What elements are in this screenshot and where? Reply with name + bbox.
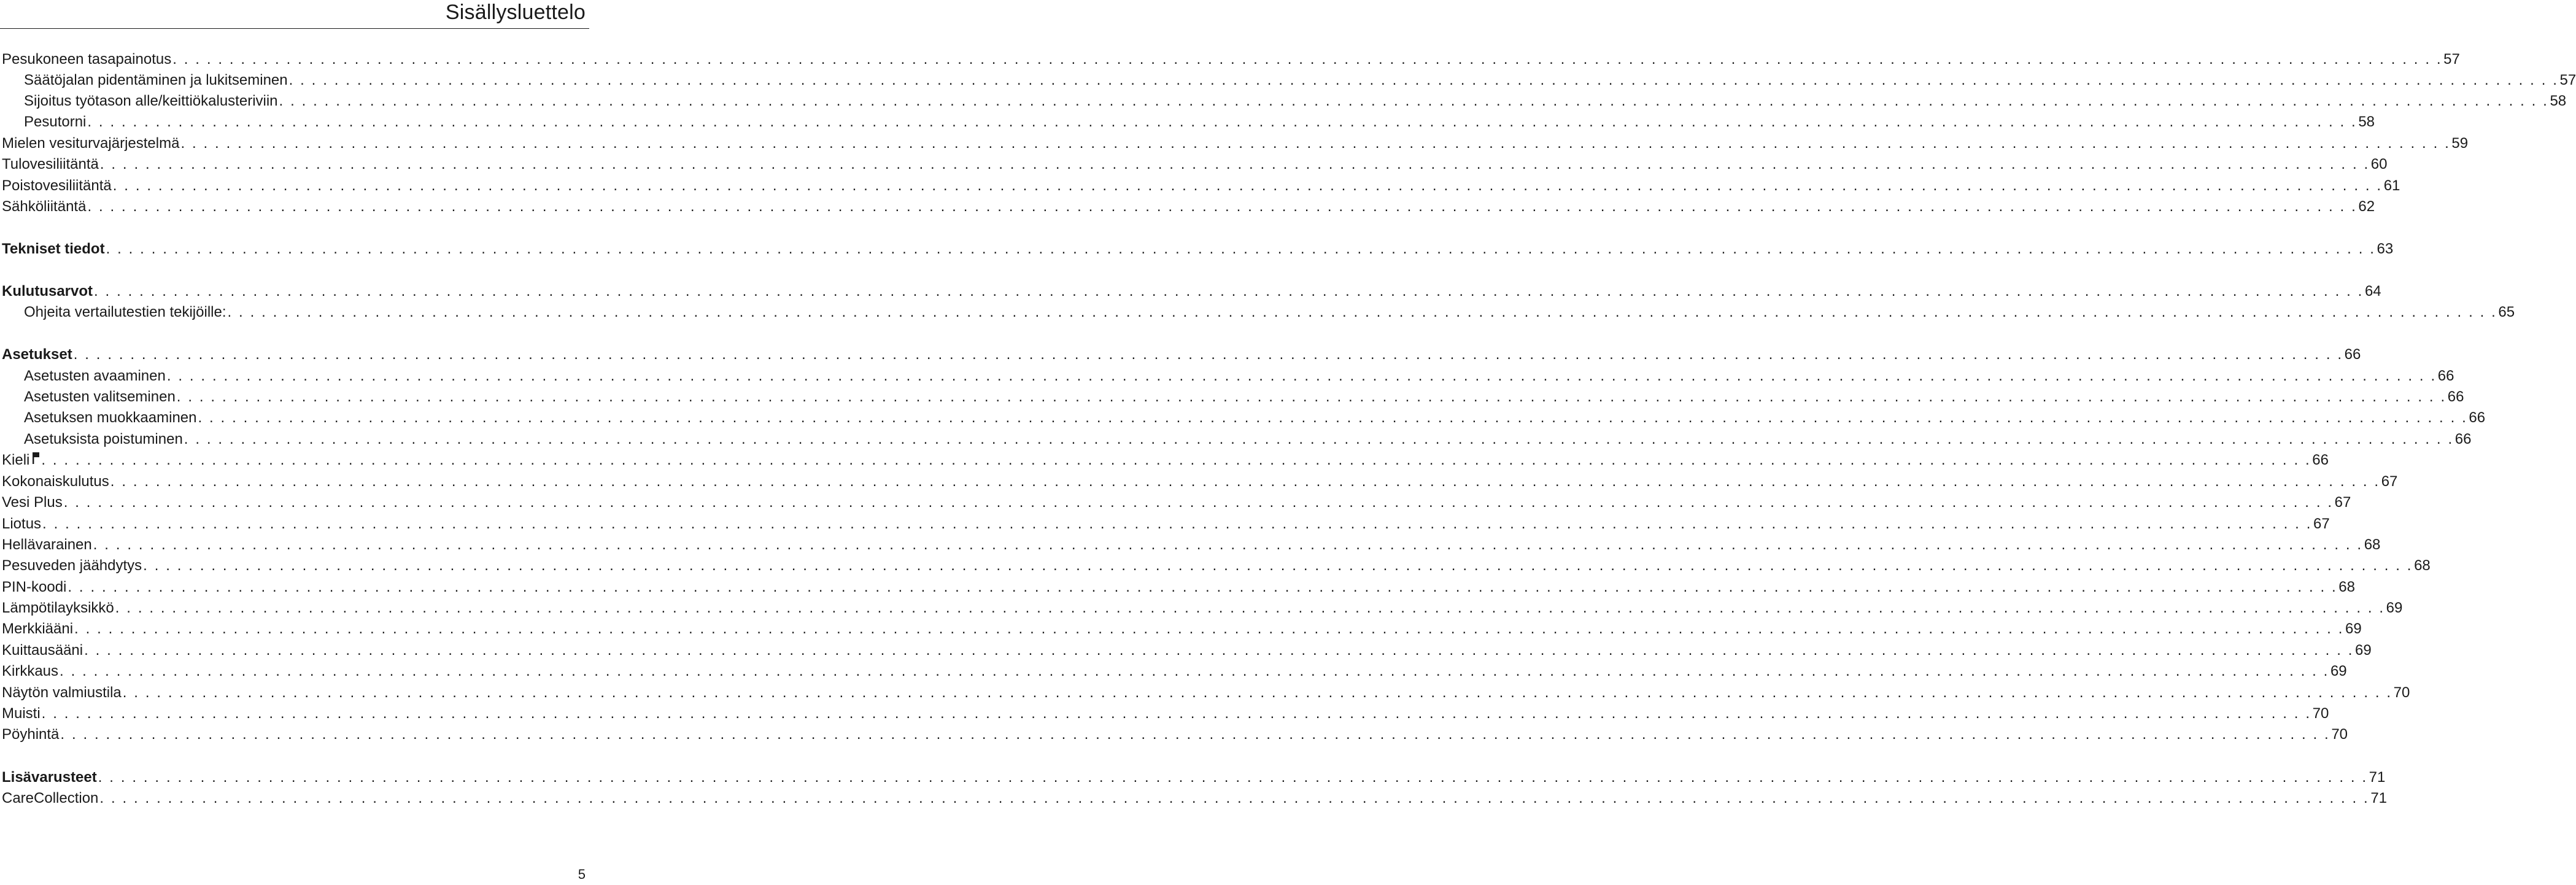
toc-entry[interactable] [24, 91, 2567, 112]
toc-entry-label: Asetusten valitseminen [24, 388, 176, 405]
toc-entry-page: 65 [2498, 304, 2515, 320]
toc-leader-dots: . . . . . . . . . . . . . . . . . . . . . . . . . . . . . . . . . . . . . . . . . . . . . . . . . . . . . . . . . . . . . . . . . . . . . . . . . . . . . . . . . . . . . . . . . . . . . . . . . . . . . . . . . . . . . . . . . . . . . . . . . . . . . . . . . . . . . . . . . . . . . . . . . . . . . . . . . . . . . . . . . . . . . . . . . . . . . . . . . . . . . . . . . . . . . . . . . . . . . . . . [93, 536, 2363, 553]
toc-entry-label: Vesi Plus [2, 494, 63, 511]
toc-leader-dots: . . . . . . . . . . . . . . . . . . . . . . . . . . . . . . . . . . . . . . . . . . . . . . . . . . . . . . . . . . . . . . . . . . . . . . . . . . . . . . . . . . . . . . . . . . . . . . . . . . . . . . . . . . . . . . . . . . . . . . . . . . . . . . . . . . . . . . . . . . . . . . . . . . . . . . . . . . . . . . . . . . . . . . . . . . . . . . . . . . . . . . . . . . . . . . . . . . . . . . . . [172, 51, 2443, 68]
toc-entry-label: Asetuksista poistuminen [24, 431, 183, 447]
toc-entry-label: CareCollection [2, 790, 99, 806]
toc-leader-dots: . . . . . . . . . . . . . . . . . . . . . . . . . . . . . . . . . . . . . . . . . . . . . . . . . . . . . . . . . . . . . . . . . . . . . . . . . . . . . . . . . . . . . . . . . . . . . . . . . . . . . . . . . . . . . . . . . . . . . . . . . . . . . . . . . . . . . . . . . . . . . . . . . . . . . . . . . . . . . . . . . . . . . . . . . . . . . . . . . . . . . . . . . . . . . . . . . . . . . . . . [74, 620, 2344, 637]
toc-entry[interactable] [2, 471, 2398, 492]
toc-entry-page: 71 [2370, 790, 2388, 806]
toc-entry[interactable] [24, 408, 2486, 428]
toc-entry-label: Kokonaiskulutus [2, 473, 109, 490]
toc-entry-page: 64 [2364, 283, 2381, 300]
toc-entry[interactable] [2, 450, 2329, 471]
toc-leader-dots: . . . . . . . . . . . . . . . . . . . . . . . . . . . . . . . . . . . . . . . . . . . . . . . . . . . . . . . . . . . . . . . . . . . . . . . . . . . . . . . . . . . . . . . . . . . . . . . . . . . . . . . . . . . . . . . . . . . . . . . . . . . . . . . . . . . . . . . . . . . . . . . . . . . . . . . . . . . . . . . . . . . . . . . . . . . . . . . . . . . . . . . . . . . . . . . . . . . . . . . . [42, 516, 2312, 532]
toc-leader-dots: . . . . . . . . . . . . . . . . . . . . . . . . . . . . . . . . . . . . . . . . . . . . . . . . . . . . . . . . . . . . . . . . . . . . . . . . . . . . . . . . . . . . . . . . . . . . . . . . . . . . . . . . . . . . . . . . . . . . . . . . . . . . . . . . . . . . . . . . . . . . . . . . . . . . . . . . . . . . . . . . . . . . . . . . . . . . . . . . . . . . . . . . . . . . . . . . . . . . . . . . [63, 494, 2334, 511]
toc-entry-label: Säätöjalan pidentäminen ja lukitseminen [24, 72, 288, 88]
toc-leader-dots: . . . . . . . . . . . . . . . . . . . . . . . . . . . . . . . . . . . . . . . . . . . . . . . . . . . . . . . . . . . . . . . . . . . . . . . . . . . . . . . . . . . . . . . . . . . . . . . . . . . . . . . . . . . . . . . . . . . . . . . . . . . . . . . . . . . . . . . . . . . . . . . . . . . . . . . . . . . . . . . . . . . . . . . . . . . . . . . . . . . . . . . . . . . . . . . . . . . . . . . . [68, 579, 2338, 595]
toc-entry-page: 70 [2393, 684, 2410, 701]
toc-entry[interactable] [2, 598, 2403, 619]
toc-leader-dots: . . . . . . . . . . . . . . . . . . . . . . . . . . . . . . . . . . . . . . . . . . . . . . . . . . . . . . . . . . . . . . . . . . . . . . . . . . . . . . . . . . . . . . . . . . . . . . . . . . . . . . . . . . . . . . . . . . . . . . . . . . . . . . . . . . . . . . . . . . . . . . . . . . . . . . . . . . . . . . . . . . . . . . . . . . . . . . . . . . . . . . . . . . . . . . . . . . . . . . . . [176, 388, 2446, 405]
toc-leader-dots: . . . . . . . . . . . . . . . . . . . . . . . . . . . . . . . . . . . . . . . . . . . . . . . . . . . . . . . . . . . . . . . . . . . . . . . . . . . . . . . . . . . . . . . . . . . . . . . . . . . . . . . . . . . . . . . . . . . . . . . . . . . . . . . . . . . . . . . . . . . . . . . . . . . . . . . . . . . . . . . . . . . . . . . . . . . . . . . . . . . . . . . . . . . . . . . . . . . . . . . . [98, 769, 2368, 786]
toc-entry-label: Asetusten avaaminen [24, 368, 166, 384]
toc-entry[interactable] [2, 661, 2347, 682]
toc-entry[interactable] [24, 387, 2464, 408]
toc-leader-dots: . . . . . . . . . . . . . . . . . . . . . . . . . . . . . . . . . . . . . . . . . . . . . . . . . . . . . . . . . . . . . . . . . . . . . . . . . . . . . . . . . . . . . . . . . . . . . . . . . . . . . . . . . . . . . . . . . . . . . . . . . . . . . . . . . . . . . . . . . . . . . . . . . . . . . . . . . . . . . . . . . . . . . . . . . . . . . . . . . . . . . . . . . . . . . . . . . . . . . . . . [184, 431, 2454, 447]
toc-leader-dots: . . . . . . . . . . . . . . . . . . . . . . . . . . . . . . . . . . . . . . . . . . . . . . . . . . . . . . . . . . . . . . . . . . . . . . . . . . . . . . . . . . . . . . . . . . . . . . . . . . . . . . . . . . . . . . . . . . . . . . . . . . . . . . . . . . . . . . . . . . . . . . . . . . . . . . . . . . . . . . . . . . . . . . . . . . . . . . . . . . . . . . . . . . . . . . . . . . . . . . . . [166, 368, 2437, 384]
toc-leader-dots: . . . . . . . . . . . . . . . . . . . . . . . . . . . . . . . . . . . . . . . . . . . . . . . . . . . . . . . . . . . . . . . . . . . . . . . . . . . . . . . . . . . . . . . . . . . . . . . . . . . . . . . . . . . . . . . . . . . . . . . . . . . . . . . . . . . . . . . . . . . . . . . . . . . . . . . . . . . . . . . . . . . . . . . . . . . . . . . . . . . . . . . . . . . . . . . . . . . . . . . . [227, 304, 2497, 320]
toc-entry-page: 69 [2345, 620, 2362, 637]
toc-entry-label: Kulutusarvot [2, 283, 93, 300]
toc-entry-label: Pesuveden jäähdytys [2, 557, 142, 574]
toc-entry-page: 70 [2331, 726, 2348, 743]
toc-entry[interactable] [2, 703, 2329, 724]
toc-entry-label: Asetukset [2, 346, 72, 363]
toc-entry-label: Kuittausääni [2, 642, 83, 659]
toc-entry-label: Liotus [2, 516, 42, 532]
toc-leader-dots: . . . . . . . . . . . . . . . . . . . . . . . . . . . . . . . . . . . . . . . . . . . . . . . . . . . . . . . . . . . . . . . . . . . . . . . . . . . . . . . . . . . . . . . . . . . . . . . . . . . . . . . . . . . . . . . . . . . . . . . . . . . . . . . . . . . . . . . . . . . . . . . . . . . . . . . . . . . . . . . . . . . . . . . . . . . . . . . . . . . . . . . . . . . . . . . . . . . . . . . . [122, 684, 2392, 701]
toc-entry-page: 69 [2386, 600, 2403, 616]
toc-entry-label: Poistovesiliitäntä [2, 177, 112, 194]
toc-entry[interactable] [2, 196, 2375, 217]
toc-entry[interactable] [24, 366, 2454, 387]
toc-entry[interactable] [2, 281, 2381, 302]
toc-entry[interactable] [24, 302, 2515, 323]
toc-leader-dots: . . . . . . . . . . . . . . . . . . . . . . . . . . . . . . . . . . . . . . . . . . . . . . . . . . . . . . . . . . . . . . . . . . . . . . . . . . . . . . . . . . . . . . . . . . . . . . . . . . . . . . . . . . . . . . . . . . . . . . . . . . . . . . . . . . . . . . . . . . . . . . . . . . . . . . . . . . . . . . . . . . . . . . . . . . . . . . . . . . . . . . . . . . . . . . . . . . . . . . . . [99, 156, 2370, 172]
toc-leader-dots: . . . . . . . . . . . . . . . . . . . . . . . . . . . . . . . . . . . . . . . . . . . . . . . . . . . . . . . . . . . . . . . . . . . . . . . . . . . . . . . . . . . . . . . . . . . . . . . . . . . . . . . . . . . . . . . . . . . . . . . . . . . . . . . . . . . . . . . . . . . . . . . . . . . . . . . . . . . . . . . . . . . . . . . . . . . . . . . . . . . . . . . . . . . . . . . . . . . . . . . . [115, 600, 2385, 616]
toc-entry-label: Tulovesiliitäntä [2, 156, 99, 172]
toc-entry[interactable] [2, 239, 2394, 260]
toc-entry-page: 66 [2469, 409, 2486, 426]
toc-entry-label: Pesutorni [24, 114, 87, 130]
toc-entry-label: Mielen vesiturvajärjestelmä [2, 135, 180, 152]
toc-leader-dots: . . . . . . . . . . . . . . . . . . . . . . . . . . . . . . . . . . . . . . . . . . . . . . . . . . . . . . . . . . . . . . . . . . . . . . . . . . . . . . . . . . . . . . . . . . . . . . . . . . . . . . . . . . . . . . . . . . . . . . . . . . . . . . . . . . . . . . . . . . . . . . . . . . . . . . . . . . . . . . . . . . . . . . . . . . . . . . . . . . . . . . . . . . . . . . . . . . . . . . . . [87, 114, 2357, 130]
toc-leader-dots: . . . . . . . . . . . . . . . . . . . . . . . . . . . . . . . . . . . . . . . . . . . . . . . . . . . . . . . . . . . . . . . . . . . . . . . . . . . . . . . . . . . . . . . . . . . . . . . . . . . . . . . . . . . . . . . . . . . . . . . . . . . . . . . . . . . . . . . . . . . . . . . . . . . . . . . . . . . . . . . . . . . . . . . . . . . . . . . . . . . . . . . . . . . . . . . . . . . . . . . . [106, 241, 2376, 257]
toc-entry-page: 57 [2559, 72, 2576, 88]
toc-leader-dots: . . . . . . . . . . . . . . . . . . . . . . . . . . . . . . . . . . . . . . . . . . . . . . . . . . . . . . . . . . . . . . . . . . . . . . . . . . . . . . . . . . . . . . . . . . . . . . . . . . . . . . . . . . . . . . . . . . . . . . . . . . . . . . . . . . . . . . . . . . . . . . . . . . . . . . . . . . . . . . . . . . . . . . . . . . . . . . . . . . . . . . . . . . . . . . . . . . . . . . . . [60, 726, 2330, 743]
toc-entry[interactable] [2, 492, 2351, 513]
toc-entry-page: 66 [2312, 452, 2329, 468]
toc-entry[interactable] [24, 112, 2375, 133]
toc-leader-dots: . . . . . . . . . . . . . . . . . . . . . . . . . . . . . . . . . . . . . . . . . . . . . . . . . . . . . . . . . . . . . . . . . . . . . . . . . . . . . . . . . . . . . . . . . . . . . . . . . . . . . . . . . . . . . . . . . . . . . . . . . . . . . . . . . . . . . . . . . . . . . . . . . . . . . . . . . . . . . . . . . . . . . . . . . . . . . . . . . . . . . . . . . . . . . . . . . . . . . . . . [288, 72, 2559, 88]
title-divider [0, 28, 589, 29]
toc-entry-page: 70 [2312, 705, 2329, 722]
toc-entry[interactable] [2, 788, 2388, 809]
toc-entry[interactable] [2, 724, 2348, 745]
toc-leader-dots: . . . . . . . . . . . . . . . . . . . . . . . . . . . . . . . . . . . . . . . . . . . . . . . . . . . . . . . . . . . . . . . . . . . . . . . . . . . . . . . . . . . . . . . . . . . . . . . . . . . . . . . . . . . . . . . . . . . . . . . . . . . . . . . . . . . . . . . . . . . . . . . . . . . . . . . . . . . . . . . . . . . . . . . . . . . . . . . . . . . . . . . . . . . . . . . . . . . . . . . . [198, 409, 2468, 426]
toc-entry-page: 69 [2355, 642, 2372, 659]
toc-entry-page: 58 [2358, 114, 2375, 130]
toc-entry-page: 58 [2550, 93, 2567, 109]
toc-entry-label: Pöyhintä [2, 726, 60, 743]
toc-entry-label: Merkkiääni [2, 620, 74, 637]
toc-entry-page: 67 [2381, 473, 2398, 490]
toc-entry[interactable] [2, 577, 2355, 598]
toc-entry[interactable] [2, 640, 2372, 661]
page-title: Sisällysluettelo [445, 1, 586, 24]
toc-entry-page: 68 [2338, 579, 2355, 595]
toc-leader-dots: . . . . . . . . . . . . . . . . . . . . . . . . . . . . . . . . . . . . . . . . . . . . . . . . . . . . . . . . . . . . . . . . . . . . . . . . . . . . . . . . . . . . . . . . . . . . . . . . . . . . . . . . . . . . . . . . . . . . . . . . . . . . . . . . . . . . . . . . . . . . . . . . . . . . . . . . . . . . . . . . . . . . . . . . . . . . . . . . . . . . . . . . . . . . . . . . . . . . . . . . [87, 198, 2357, 215]
toc-entry-page: 57 [2443, 51, 2460, 68]
toc-entry-label: Kieli [2, 452, 30, 468]
toc-leader-dots: . . . . . . . . . . . . . . . . . . . . . . . . . . . . . . . . . . . . . . . . . . . . . . . . . . . . . . . . . . . . . . . . . . . . . . . . . . . . . . . . . . . . . . . . . . . . . . . . . . . . . . . . . . . . . . . . . . . . . . . . . . . . . . . . . . . . . . . . . . . . . . . . . . . . . . . . . . . . . . . . . . . . . . . . . . . . . . . . . . . . . . . . . . . . . . . . . . . . . . . . [180, 135, 2451, 152]
toc-leader-dots: . . . . . . . . . . . . . . . . . . . . . . . . . . . . . . . . . . . . . . . . . . . . . . . . . . . . . . . . . . . . . . . . . . . . . . . . . . . . . . . . . . . . . . . . . . . . . . . . . . . . . . . . . . . . . . . . . . . . . . . . . . . . . . . . . . . . . . . . . . . . . . . . . . . . . . . . . . . . . . . . . . . . . . . . . . . . . . . . . . . . . . . . . . . . . . . . . . . . . . . . [73, 346, 2343, 363]
toc-entry-page: 63 [2377, 241, 2394, 257]
toc-entry-label: Kirkkaus [2, 663, 59, 679]
toc-entry-label: Lisävarusteet [2, 769, 97, 786]
toc-entry[interactable] [2, 514, 2330, 535]
toc-entry-label: Hellävarainen [2, 536, 92, 553]
flag-icon [32, 451, 40, 465]
toc-entry-label: Sijoitus työtason alle/keittiökalusteriviin [24, 93, 278, 109]
toc-entry-label: Näytön valmiustila [2, 684, 122, 701]
toc-entry[interactable] [2, 176, 2400, 196]
toc-entry-label: Tekniset tiedot [2, 241, 105, 257]
toc-entry-page: 66 [2437, 368, 2454, 384]
toc-leader-dots: . . . . . . . . . . . . . . . . . . . . . . . . . . . . . . . . . . . . . . . . . . . . . . . . . . . . . . . . . . . . . . . . . . . . . . . . . . . . . . . . . . . . . . . . . . . . . . . . . . . . . . . . . . . . . . . . . . . . . . . . . . . . . . . . . . . . . . . . . . . . . . . . . . . . . . . . . . . . . . . . . . . . . . . . . . . . . . . . . . . . . . . . . . . . . . . . . . . . . . . . [112, 177, 2383, 194]
toc-entry-page: 60 [2370, 156, 2388, 172]
toc-leader-dots: . . . . . . . . . . . . . . . . . . . . . . . . . . . . . . . . . . . . . . . . . . . . . . . . . . . . . . . . . . . . . . . . . . . . . . . . . . . . . . . . . . . . . . . . . . . . . . . . . . . . . . . . . . . . . . . . . . . . . . . . . . . . . . . . . . . . . . . . . . . . . . . . . . . . . . . . . . . . . . . . . . . . . . . . . . . . . . . . . . . . . . . . . . . . . . . . . . . . . . . . [41, 452, 2311, 468]
toc-entry-page: 62 [2358, 198, 2375, 215]
toc-entry-label: Sähköliitäntä [2, 198, 87, 215]
toc-entry[interactable] [2, 555, 2431, 576]
toc-leader-dots: . . . . . . . . . . . . . . . . . . . . . . . . . . . . . . . . . . . . . . . . . . . . . . . . . . . . . . . . . . . . . . . . . . . . . . . . . . . . . . . . . . . . . . . . . . . . . . . . . . . . . . . . . . . . . . . . . . . . . . . . . . . . . . . . . . . . . . . . . . . . . . . . . . . . . . . . . . . . . . . . . . . . . . . . . . . . . . . . . . . . . . . . . . . . . . . . . . . . . . . . [110, 473, 2380, 490]
toc-entry-page: 59 [2451, 135, 2469, 152]
toc-entry-label: Asetuksen muokkaaminen [24, 409, 197, 426]
toc-entry-page: 68 [2414, 557, 2431, 574]
toc-entry[interactable] [2, 49, 2460, 70]
toc-entry-page: 67 [2313, 516, 2330, 532]
toc-entry[interactable] [2, 154, 2388, 175]
toc-entry-label: Muisti [2, 705, 41, 722]
toc-entry[interactable] [2, 682, 2410, 703]
toc-entry-page: 61 [2383, 177, 2400, 194]
toc-entry-page: 69 [2330, 663, 2347, 679]
toc-entry[interactable] [24, 70, 2576, 91]
toc-entry-label: Ohjeita vertailutestien tekijöille: [24, 304, 226, 320]
toc-entry[interactable] [2, 133, 2469, 154]
toc-leader-dots: . . . . . . . . . . . . . . . . . . . . . . . . . . . . . . . . . . . . . . . . . . . . . . . . . . . . . . . . . . . . . . . . . . . . . . . . . . . . . . . . . . . . . . . . . . . . . . . . . . . . . . . . . . . . . . . . . . . . . . . . . . . . . . . . . . . . . . . . . . . . . . . . . . . . . . . . . . . . . . . . . . . . . . . . . . . . . . . . . . . . . . . . . . . . . . . . . . . . . . . . [60, 663, 2329, 679]
toc-entry-page: 68 [2364, 536, 2381, 553]
toc-leader-dots: . . . . . . . . . . . . . . . . . . . . . . . . . . . . . . . . . . . . . . . . . . . . . . . . . . . . . . . . . . . . . . . . . . . . . . . . . . . . . . . . . . . . . . . . . . . . . . . . . . . . . . . . . . . . . . . . . . . . . . . . . . . . . . . . . . . . . . . . . . . . . . . . . . . . . . . . . . . . . . . . . . . . . . . . . . . . . . . . . . . . . . . . . . . . . . . . . . . . . . . . [84, 642, 2354, 659]
toc-entry-label: Lämpötilayksikkö [2, 600, 114, 616]
toc-entry-page: 71 [2369, 769, 2386, 786]
toc-entry[interactable] [2, 535, 2381, 555]
toc-entry-page: 66 [2447, 388, 2464, 405]
page-number: 5 [578, 867, 586, 882]
toc-entry[interactable] [2, 619, 2362, 640]
toc-entry-page: 66 [2454, 431, 2472, 447]
toc-leader-dots: . . . . . . . . . . . . . . . . . . . . . . . . . . . . . . . . . . . . . . . . . . . . . . . . . . . . . . . . . . . . . . . . . . . . . . . . . . . . . . . . . . . . . . . . . . . . . . . . . . . . . . . . . . . . . . . . . . . . . . . . . . . . . . . . . . . . . . . . . . . . . . . . . . . . . . . . . . . . . . . . . . . . . . . . . . . . . . . . . . . . . . . . . . . . . . . . . . . . . . . . [279, 93, 2549, 109]
toc-leader-dots: . . . . . . . . . . . . . . . . . . . . . . . . . . . . . . . . . . . . . . . . . . . . . . . . . . . . . . . . . . . . . . . . . . . . . . . . . . . . . . . . . . . . . . . . . . . . . . . . . . . . . . . . . . . . . . . . . . . . . . . . . . . . . . . . . . . . . . . . . . . . . . . . . . . . . . . . . . . . . . . . . . . . . . . . . . . . . . . . . . . . . . . . . . . . . . . . . . . . . . . . [41, 705, 2311, 722]
toc-entry-label: PIN-koodi [2, 579, 67, 595]
toc-entry-label: Pesukoneen tasapainotus [2, 51, 172, 68]
toc-entry-page: 66 [2344, 346, 2361, 363]
toc-entry[interactable] [24, 429, 2472, 450]
toc-entry[interactable] [2, 344, 2361, 365]
toc-leader-dots: . . . . . . . . . . . . . . . . . . . . . . . . . . . . . . . . . . . . . . . . . . . . . . . . . . . . . . . . . . . . . . . . . . . . . . . . . . . . . . . . . . . . . . . . . . . . . . . . . . . . . . . . . . . . . . . . . . . . . . . . . . . . . . . . . . . . . . . . . . . . . . . . . . . . . . . . . . . . . . . . . . . . . . . . . . . . . . . . . . . . . . . . . . . . . . . . . . . . . . . . [99, 790, 2370, 806]
toc-entry[interactable] [2, 767, 2386, 788]
toc-leader-dots: . . . . . . . . . . . . . . . . . . . . . . . . . . . . . . . . . . . . . . . . . . . . . . . . . . . . . . . . . . . . . . . . . . . . . . . . . . . . . . . . . . . . . . . . . . . . . . . . . . . . . . . . . . . . . . . . . . . . . . . . . . . . . . . . . . . . . . . . . . . . . . . . . . . . . . . . . . . . . . . . . . . . . . . . . . . . . . . . . . . . . . . . . . . . . . . . . . . . . . . . [94, 283, 2364, 300]
toc-leader-dots: . . . . . . . . . . . . . . . . . . . . . . . . . . . . . . . . . . . . . . . . . . . . . . . . . . . . . . . . . . . . . . . . . . . . . . . . . . . . . . . . . . . . . . . . . . . . . . . . . . . . . . . . . . . . . . . . . . . . . . . . . . . . . . . . . . . . . . . . . . . . . . . . . . . . . . . . . . . . . . . . . . . . . . . . . . . . . . . . . . . . . . . . . . . . . . . . . . . . . . . . [143, 557, 2413, 574]
toc-entry-page: 67 [2334, 494, 2351, 511]
